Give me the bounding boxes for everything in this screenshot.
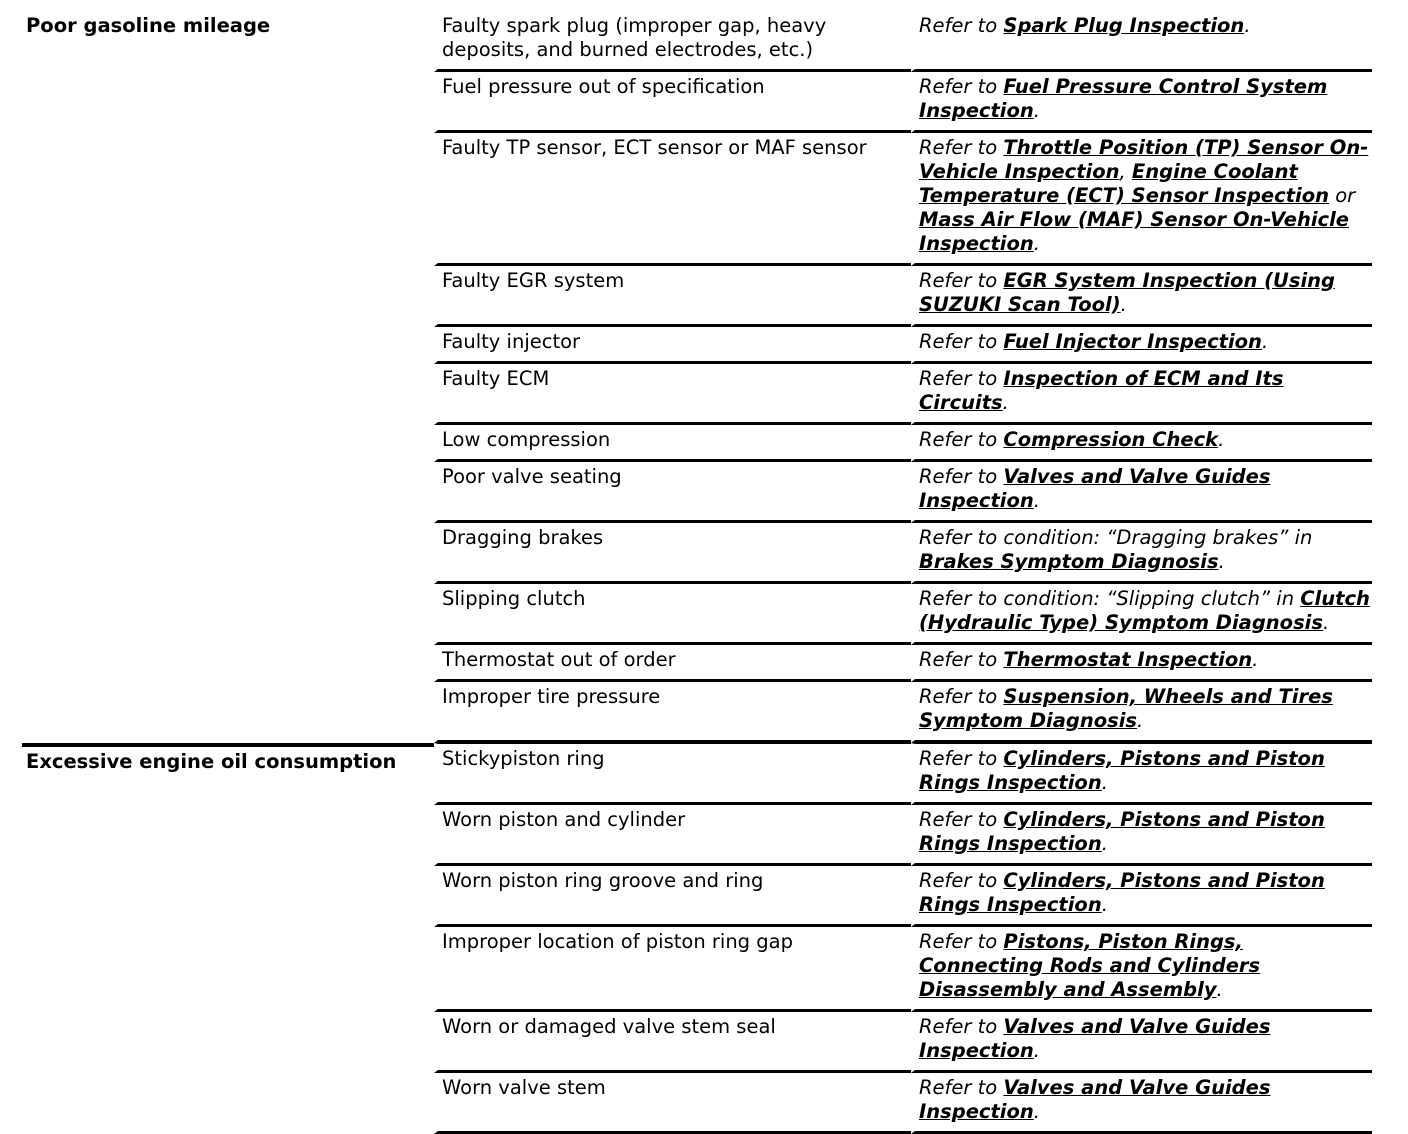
correction-cell — [911, 266, 1372, 327]
possible-cause-cell — [434, 364, 911, 425]
correction-fragment: . — [1033, 99, 1040, 122]
possible-cause-text: Poor valve seating — [442, 465, 622, 488]
possible-cause-text: Dragging brakes — [442, 526, 604, 549]
correction-cell — [911, 805, 1372, 866]
correction-fragment: Refer to — [919, 428, 1004, 451]
correction-fragment: Refer to — [919, 465, 1004, 488]
possible-cause-text: Faulty EGR system — [442, 269, 625, 292]
correction-cell — [911, 743, 1372, 805]
correction-fragment: Refer to — [919, 930, 1004, 953]
reference-link[interactable]: Spark Plug Inspection — [1003, 14, 1245, 37]
correction-text — [919, 72, 1372, 130]
correction-cell — [911, 523, 1372, 584]
possible-cause-cell — [434, 327, 911, 364]
possible-cause-cell — [434, 72, 911, 133]
possible-cause-text: Faulty injector — [442, 330, 581, 353]
correction-cell — [911, 682, 1372, 743]
possible-cause-text: Improper tire pressure — [442, 685, 661, 708]
correction-fragment: Refer to condition: “Dragging brakes” in — [919, 526, 1313, 549]
correction-text — [919, 744, 1372, 802]
correction-cell — [911, 11, 1372, 72]
correction-cell — [911, 133, 1372, 266]
correction-fragment: . — [1137, 709, 1144, 732]
correction-fragment: Refer to — [919, 14, 1004, 37]
possible-cause-cell — [434, 425, 911, 462]
correction-fragment: Refer to — [919, 648, 1004, 671]
condition-label: Excessive engine oil consumption — [26, 750, 397, 773]
correction-fragment: . — [1033, 232, 1040, 255]
reference-link[interactable]: Engine Coolant Temperature (ECT) Sensor Inspection — [919, 160, 1330, 207]
correction-fragment: Refer to — [919, 747, 1004, 770]
correction-fragment: , — [1119, 160, 1132, 183]
possible-cause-text: Worn piston ring groove and ring — [442, 869, 764, 892]
correction-text — [919, 1073, 1372, 1131]
correction-fragment: . — [1216, 978, 1223, 1001]
correction-fragment: Refer to — [919, 269, 1004, 292]
possible-cause-text: Improper location of piston ring gap — [442, 930, 793, 953]
correction-text — [919, 462, 1372, 520]
reference-link[interactable]: Valves and Valve Guides Inspection — [919, 1015, 1271, 1062]
possible-cause-text: Low compression — [442, 428, 611, 451]
correction-fragment: . — [1252, 648, 1259, 671]
correction-fragment: . — [1101, 771, 1108, 794]
correction-fragment: or — [1329, 184, 1356, 207]
possible-cause-text: Fuel pressure out of specification — [442, 75, 765, 98]
possible-cause-text: Faulty TP sensor, ECT sensor or MAF sensor — [442, 136, 867, 159]
correction-cell — [911, 72, 1372, 133]
symptom-diagnosis-table — [22, 11, 1372, 1134]
reference-link[interactable]: Valves and Valve Guides Inspection — [919, 465, 1271, 512]
correction-fragment: . — [1244, 14, 1251, 37]
table-row — [22, 11, 1372, 72]
diagnosis-table-body — [22, 11, 1372, 1134]
reference-link[interactable]: Fuel Injector Inspection — [1003, 330, 1262, 353]
condition-label: Poor gasoline mileage — [26, 14, 271, 37]
possible-cause-cell — [434, 462, 911, 523]
correction-fragment: . — [1218, 428, 1225, 451]
correction-fragment: . — [1002, 391, 1009, 414]
correction-cell — [911, 462, 1372, 523]
reference-link[interactable]: Compression Check — [1003, 428, 1219, 451]
correction-text — [919, 584, 1372, 642]
correction-text — [919, 266, 1372, 324]
possible-cause-cell — [434, 133, 911, 266]
reference-link[interactable]: EGR System Inspection (Using SUZUKI Scan Tool) — [919, 269, 1335, 316]
correction-fragment: Refer to condition: “Slipping clutch” in — [919, 587, 1301, 610]
correction-text — [919, 327, 1372, 361]
possible-cause-cell — [434, 584, 911, 645]
possible-cause-text: Worn or damaged valve stem seal — [442, 1015, 776, 1038]
reference-link[interactable]: Fuel Pressure Control System Inspection — [919, 75, 1328, 122]
possible-cause-cell — [434, 805, 911, 866]
correction-fragment: Refer to — [919, 136, 1004, 159]
reference-link[interactable]: Cylinders, Pistons and Piston Rings Inspection — [919, 869, 1325, 916]
reference-link[interactable]: Inspection of ECM and Its Circuits — [919, 367, 1284, 414]
correction-cell — [911, 1073, 1372, 1134]
correction-text — [919, 805, 1372, 863]
correction-fragment: Refer to — [919, 869, 1004, 892]
correction-fragment: Refer to — [919, 685, 1004, 708]
correction-fragment: . — [1120, 293, 1127, 316]
correction-cell — [911, 364, 1372, 425]
correction-fragment: Refer to — [919, 808, 1004, 831]
reference-link[interactable]: Clutch (Hydraulic Type) Symptom Diagnosis — [919, 587, 1370, 634]
possible-cause-text: Slipping clutch — [442, 587, 586, 610]
possible-cause-cell — [434, 1012, 911, 1073]
correction-text — [919, 133, 1372, 263]
correction-fragment: Refer to — [919, 1015, 1004, 1038]
correction-fragment: . — [1218, 550, 1225, 573]
reference-link[interactable]: Thermostat Inspection — [1003, 648, 1253, 671]
correction-cell — [911, 927, 1372, 1012]
correction-cell — [911, 866, 1372, 927]
correction-fragment: . — [1033, 1100, 1040, 1123]
possible-cause-cell — [434, 743, 911, 805]
correction-text — [919, 927, 1372, 1009]
correction-fragment: . — [1033, 1039, 1040, 1062]
correction-text — [919, 364, 1372, 422]
possible-cause-text: Faulty ECM — [442, 367, 550, 390]
possible-cause-cell — [434, 866, 911, 927]
correction-fragment: Refer to — [919, 367, 1004, 390]
correction-fragment: Refer to — [919, 330, 1004, 353]
correction-text — [919, 1012, 1372, 1070]
correction-fragment: Refer to — [919, 1076, 1004, 1099]
possible-cause-cell — [434, 11, 911, 72]
table-row — [22, 743, 1372, 805]
condition-cell — [22, 743, 434, 1134]
correction-fragment: . — [1322, 611, 1330, 634]
reference-link[interactable]: Valves and Valve Guides Inspection — [919, 1076, 1271, 1123]
possible-cause-text: Worn piston and cylinder — [442, 808, 686, 831]
correction-text — [919, 11, 1372, 45]
condition-cell — [22, 11, 434, 743]
correction-cell — [911, 645, 1372, 682]
possible-cause-text: Faulty spark plug (improper gap, heavy deposits, and burned electrodes, etc.) — [442, 14, 827, 61]
possible-cause-cell — [434, 266, 911, 327]
correction-fragment: . — [1101, 832, 1108, 855]
reference-link[interactable]: Suspension, Wheels and Tires Symptom Diagnosis — [919, 685, 1333, 732]
possible-cause-cell — [434, 645, 911, 682]
reference-link[interactable]: Mass Air Flow (MAF) Sensor On-Vehicle Inspection — [919, 208, 1350, 255]
correction-text — [919, 425, 1372, 459]
possible-cause-cell — [434, 927, 911, 1012]
correction-text — [919, 682, 1372, 740]
reference-link[interactable]: Cylinders, Pistons and Piston Rings Inspection — [919, 747, 1325, 794]
possible-cause-cell — [434, 682, 911, 743]
correction-cell — [911, 1012, 1372, 1073]
correction-fragment: . — [1261, 330, 1269, 353]
reference-link[interactable]: Cylinders, Pistons and Piston Rings Inspection — [919, 808, 1325, 855]
possible-cause-cell — [434, 1073, 911, 1134]
reference-link[interactable]: Pistons, Piston Rings, Connecting Rods and Cylinders Disassembly and Assembly — [919, 930, 1261, 1001]
correction-text — [919, 523, 1372, 581]
correction-fragment: Refer to — [919, 75, 1004, 98]
reference-link[interactable]: Throttle Position (TP) Sensor On-Vehicle Inspection — [919, 136, 1369, 183]
correction-cell — [911, 327, 1372, 364]
correction-fragment: . — [1101, 893, 1108, 916]
possible-cause-text: Thermostat out of order — [442, 648, 676, 671]
correction-text — [919, 866, 1372, 924]
correction-fragment: . — [1033, 489, 1040, 512]
correction-cell — [911, 584, 1372, 645]
possible-cause-text: Stickypiston ring — [442, 747, 605, 770]
possible-cause-text: Worn valve stem — [442, 1076, 606, 1099]
reference-link[interactable]: Brakes Symptom Diagnosis — [919, 550, 1219, 573]
possible-cause-cell — [434, 523, 911, 584]
correction-cell — [911, 425, 1372, 462]
correction-text — [919, 645, 1372, 679]
